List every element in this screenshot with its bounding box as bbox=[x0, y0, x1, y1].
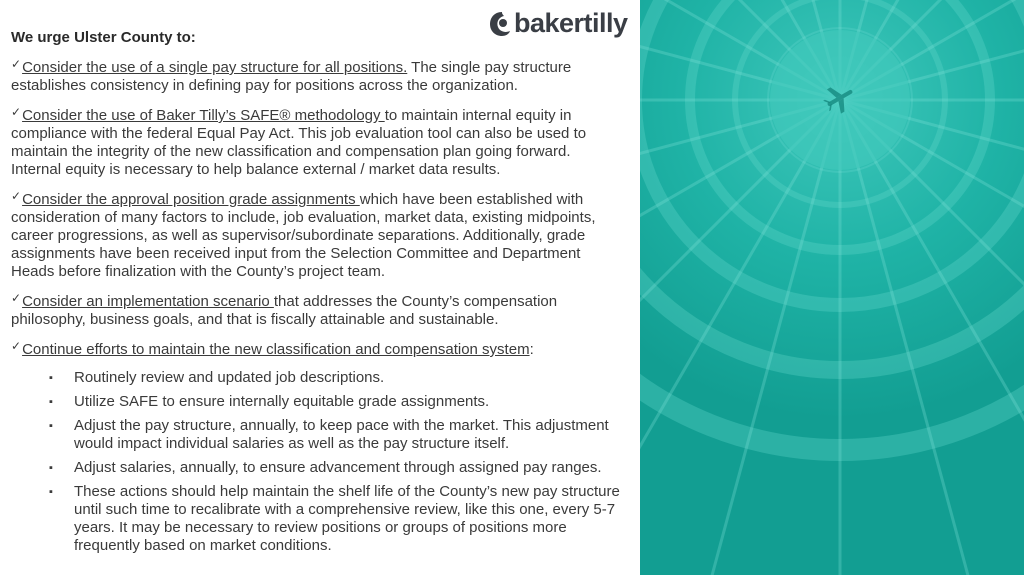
recommendation-3 bbox=[11, 191, 621, 281]
recommendation-5-text: : bbox=[529, 341, 534, 358]
recommendation-2 bbox=[11, 107, 621, 179]
recommendation-5-link[interactable]: Continue efforts to maintain the new classification and compensation system bbox=[22, 341, 530, 358]
list-item bbox=[49, 393, 621, 411]
recommendation-2-link[interactable]: Consider the use of Baker Tilly’s SAFE® methodology bbox=[22, 107, 385, 124]
recommendation-3-link[interactable]: Consider the approval position grade assignments bbox=[22, 191, 360, 208]
bullet-square-icon: ▪ bbox=[49, 396, 53, 408]
list-item bbox=[49, 483, 621, 555]
recommendation-4 bbox=[11, 293, 621, 329]
bullet-square-icon: ▪ bbox=[49, 372, 53, 384]
recommendation-1-link[interactable]: Consider the use of a single pay structure for all positions. bbox=[22, 59, 408, 76]
bullet-list bbox=[11, 369, 621, 555]
recommendation-5 bbox=[11, 341, 621, 359]
checkmark-icon: ✓ bbox=[11, 291, 22, 305]
bullet-square-icon: ▪ bbox=[49, 462, 53, 474]
logo-text: bakertilly bbox=[514, 8, 628, 38]
page-heading: We urge Ulster County to: bbox=[11, 29, 196, 46]
list-item-text: Adjust the pay structure, annually, to keep pace with the market. This adjustment would impact individual salaries as well as the pay structure itself. bbox=[74, 417, 609, 452]
bullet-square-icon: ▪ bbox=[49, 486, 53, 498]
checkmark-icon: ✓ bbox=[11, 57, 22, 71]
recommendation-2-text: to maintain internal equity in compliance with the federal Equal Pay Act. This job evaluation tool can also be used to maintain the integrity of the new classification and compensation plan going forward. Internal equity is necessary to help balance external / market data results. bbox=[11, 107, 587, 178]
checkmark-icon: ✓ bbox=[11, 189, 22, 203]
checkmark-icon: ✓ bbox=[11, 339, 22, 353]
recommendation-3-text: which have been established with consideration of many factors to include, job evaluation, market data, existing midpoints, career progressions, as well as supervisor/subordinate separations. Additionally, grade assignments have been received input from the Selection Committee and Department Heads before finalization with the County’s project team. bbox=[11, 191, 596, 280]
recommendation-1-text: The single pay structure establishes consistency in defining pay for positions across the organization. bbox=[11, 59, 572, 94]
checkmark-icon: ✓ bbox=[11, 105, 22, 119]
list-item-text: Adjust salaries, annually, to ensure advancement through assigned pay ranges. bbox=[74, 459, 602, 476]
bullet-square-icon: ▪ bbox=[49, 420, 53, 432]
list-item-text: Routinely review and updated job descriptions. bbox=[74, 369, 385, 386]
main-content bbox=[11, 29, 621, 561]
dome-skylight-image bbox=[640, 0, 1024, 575]
recommendation-4-text: that addresses the County’s compensation philosophy, business goals, and that is fiscally attainable and sustainable. bbox=[11, 293, 558, 328]
decorative-dome-photo bbox=[640, 0, 1024, 575]
list-item-text: Utilize SAFE to ensure internally equitable grade assignments. bbox=[74, 393, 490, 410]
list-item-text: These actions should help maintain the shelf life of the County’s new pay structure until such time to recalibrate with a comprehensive review, like this one, every 5-7 years. It may be necessary to review positions or groups of positions more frequently based on market conditions. bbox=[74, 483, 620, 554]
list-item bbox=[49, 417, 621, 453]
list-item bbox=[49, 369, 621, 387]
list-item bbox=[49, 459, 621, 477]
recommendation-1 bbox=[11, 59, 621, 95]
recommendation-4-link[interactable]: Consider an implementation scenario bbox=[22, 293, 274, 310]
